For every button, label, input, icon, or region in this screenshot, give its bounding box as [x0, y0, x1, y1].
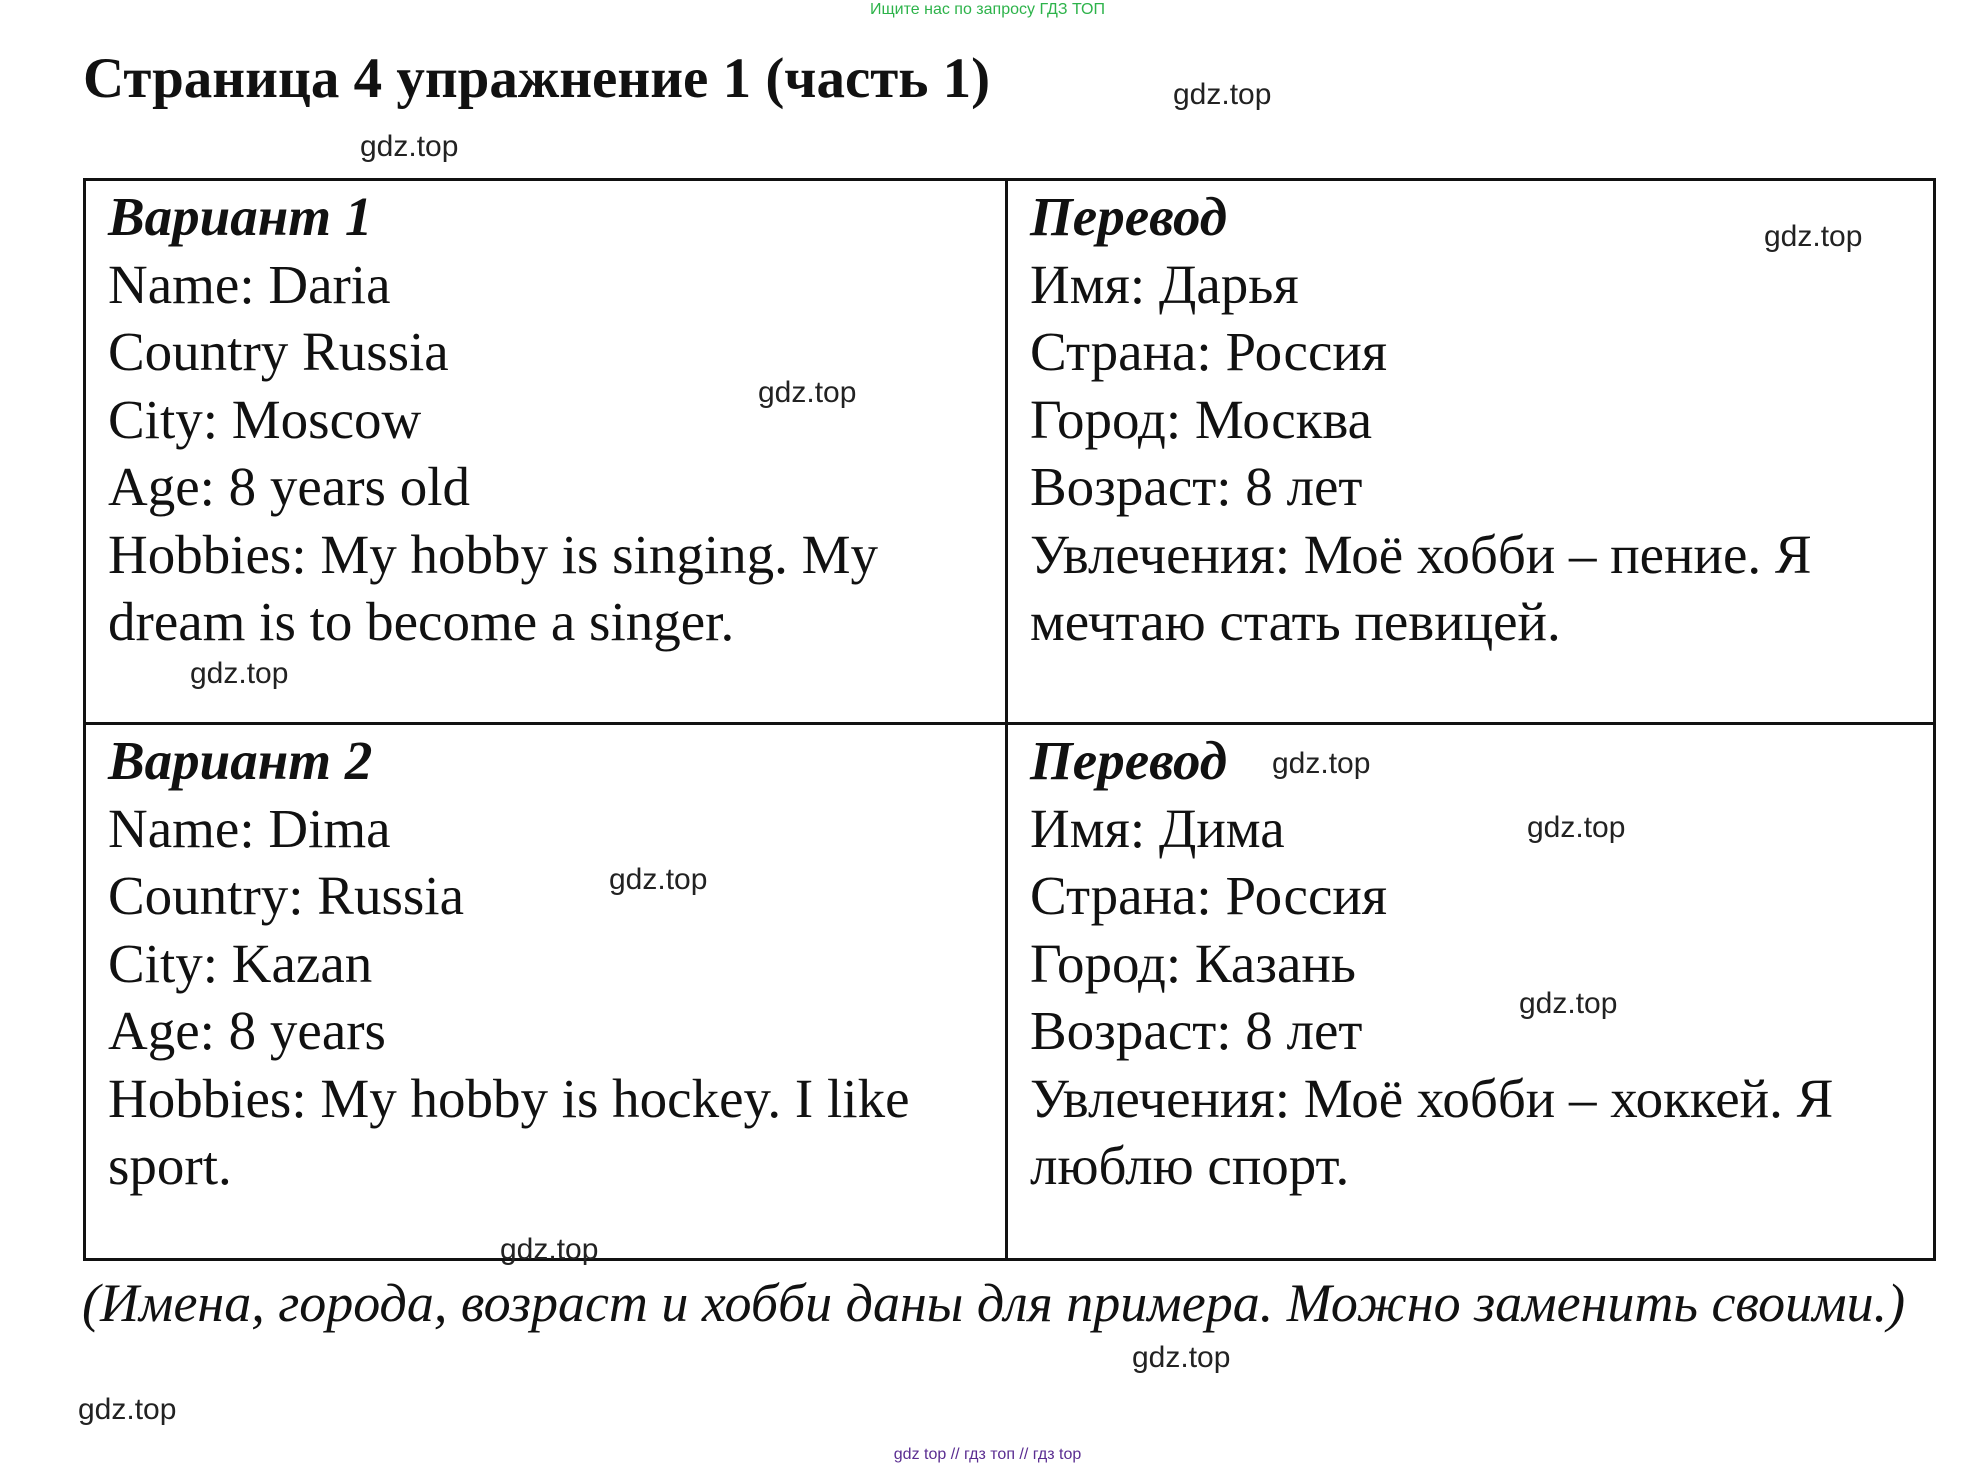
translation-2-heading: Перевод [1030, 730, 1228, 791]
variant-1-heading: Вариант 1 [108, 186, 373, 247]
translation-2-hobbies: Увлечения: Моё хобби – хоккей. Я [1030, 1067, 1834, 1129]
watermark: gdz.top [758, 376, 857, 409]
variant-1-hobbies: Hobbies: My hobby is singing. My [108, 523, 879, 585]
translation-1-hobbies: Увлечения: Моё хобби – пение. Я [1030, 523, 1812, 585]
watermark: gdz.top [1132, 1341, 1231, 1374]
translation-1-name: Имя: Дарья [1030, 253, 1299, 315]
translation-1-country: Страна: Россия [1030, 321, 1388, 382]
variant-2-hobbies: Hobbies: My hobby is hockey. I like [108, 1067, 910, 1129]
watermark: gdz.top [1272, 747, 1371, 780]
translation-2-country: Страна: Россия [1030, 865, 1388, 926]
translation-2-city: Город: Казань [1030, 932, 1356, 994]
translation-1-age: Возраст: 8 лет [1030, 456, 1363, 517]
watermark: gdz.top [609, 863, 708, 896]
variant-2-cell [86, 725, 1008, 1258]
variant-2-city: City: Kazan [108, 932, 373, 994]
watermark: gdz.top [1764, 220, 1863, 253]
footnote: (Имена, города, возраст и хобби даны для примера. Можно заменить своими.) [82, 1273, 1906, 1333]
variant-1-cell [86, 181, 1008, 725]
variant-2-hobbies-cont: sport. [108, 1135, 232, 1196]
watermark: gdz.top [78, 1393, 177, 1426]
exercise-table [83, 178, 1936, 1261]
translation-1-hobbies-cont: мечтаю стать певицей. [1030, 591, 1561, 652]
translation-2-hobbies-cont: люблю спорт. [1030, 1135, 1350, 1196]
watermark: gdz.top [360, 130, 459, 163]
watermark: gdz.top [1519, 987, 1618, 1020]
variant-2-name: Name: Dima [108, 797, 391, 859]
variant-1-city: City: Moscow [108, 388, 422, 450]
translation-1-heading: Перевод [1030, 186, 1228, 247]
variant-1-country: Country Russia [108, 321, 449, 382]
translation-1-city: Город: Москва [1030, 388, 1373, 450]
translation-1-cell [1008, 181, 1933, 725]
variant-1-age: Age: 8 years old [108, 456, 470, 517]
translation-2-name: Имя: Дима [1030, 797, 1285, 859]
bottom-banner: gdz top // гдз топ // гдз top [893, 1446, 1082, 1463]
watermark: gdz.top [1173, 78, 1272, 111]
translation-2-age: Возраст: 8 лет [1030, 1000, 1363, 1061]
variant-1-hobbies-cont: dream is to become a singer. [108, 591, 735, 652]
page-title: Страница 4 упражнение 1 (часть 1) [83, 47, 991, 110]
variant-2-age: Age: 8 years [108, 1000, 386, 1061]
variant-2-heading: Вариант 2 [108, 730, 373, 791]
variant-2-country: Country: Russia [108, 865, 464, 926]
top-banner: Ищите нас по запросу ГДЗ ТОП [870, 1, 1105, 18]
variant-1-name: Name: Daria [108, 253, 391, 315]
watermark: gdz.top [500, 1233, 599, 1266]
translation-2-cell [1008, 725, 1933, 1258]
watermark: gdz.top [190, 657, 289, 690]
watermark: gdz.top [1527, 811, 1626, 844]
